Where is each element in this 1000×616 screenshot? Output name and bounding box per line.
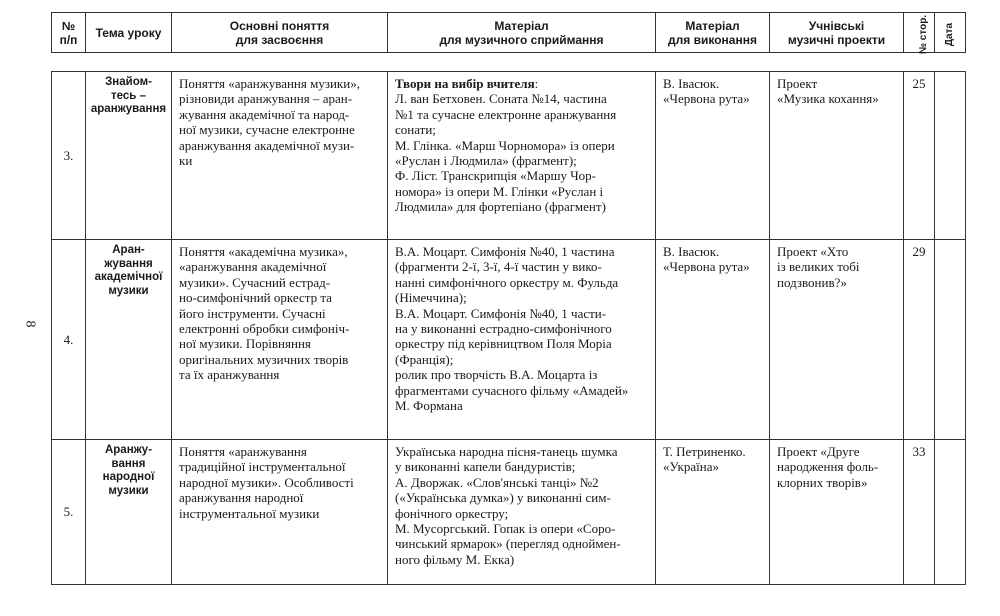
text-line: ки [179,153,193,169]
text-line: ного фільму М. Екка) [395,551,515,567]
text-line: «Червона рута» [663,91,750,107]
text-line: музики [108,284,149,297]
lesson-date[interactable] [935,440,966,585]
lesson-performance-material [656,72,770,240]
text-line: М. Мусоргський. Гопак із опери «Соро- [395,521,616,537]
text-line: нанні симфонічного оркестру м. Фульда [395,274,619,290]
text-line: В.А. Моцарт. Симфонія №40, 1 частина [395,244,615,259]
text-line: оркестру під керівництвом Поля Моріа [395,336,612,352]
text-line: тесь – [111,89,146,102]
text-line: клорних творів» [777,474,868,490]
table-row [52,240,966,440]
text-line: у виконанні капели бандуристів; [395,459,576,475]
text-line: но-симфонічний оркестр та [179,290,332,306]
text-line: Аранжу- [104,444,153,456]
lesson-listening-material [388,440,656,585]
header-date: Дата [935,13,966,53]
text-line: традиційної інструментальної [179,459,346,475]
text-line: оригінальних музичних творів [179,351,349,367]
text-line: жування академічної та народ- [179,106,350,122]
lesson-page: 33 [904,440,935,585]
text-line: «Руслан і Людмила» (фрагмент); [395,153,577,169]
header-table [51,12,966,53]
text-line: подзвонив?» [777,274,847,290]
text-line: Ф. Ліст. Транскрипція «Маршу Чор- [395,168,597,184]
text-line: народної музики». Особливості [179,474,354,490]
lesson-date[interactable] [935,240,966,440]
header-topic: Тема уроку [86,13,172,53]
header-page: № стор. [904,13,935,53]
text-line: Аран- [112,244,145,256]
text-line: («Українська думка») у виконанні сим- [395,490,611,506]
text-line: Людмила» для фортепіано (фрагмент) [395,199,606,215]
text-line: музики». Сучасний естрад- [179,274,331,290]
text-line: фрагментами сучасного фільму «Амадей» [395,382,629,398]
header-num: № п/п [52,13,86,53]
text-line: №1 та сучасне електронне аранжування [395,106,617,122]
lesson-page: 25 [904,72,935,240]
text-line: А. Дворжак. «Слов'янські танці» №2 [395,474,599,490]
text-line: Т. Петриненко. [663,444,746,459]
text-line: М. Формана [395,398,463,414]
text-line: «Україна» [663,459,719,475]
text-line: Проект [777,76,818,91]
header-concepts: Основні поняття для засвоєння [172,13,388,53]
text-line: народження фоль- [777,459,879,475]
page-number: 8 [22,320,38,328]
table-row [52,440,966,585]
lesson-number: 3. [52,72,86,240]
material-heading: Твори на вибір вчителя: [395,76,539,91]
lesson-project [770,240,904,440]
text-line: (Німеччина); [395,290,467,306]
lesson-listening-material [388,240,656,440]
lesson-performance-material [656,240,770,440]
table-row [52,72,966,240]
text-line: інструментальної музики [179,505,320,521]
text-line: на у виконанні естрадно-симфонічного [395,321,612,337]
lesson-concepts [172,72,388,240]
text-line: В.А. Моцарт. Симфонія №40, 1 части- [395,305,607,321]
text-line: «аранжування академічної [179,259,327,275]
text-line: Л. ван Бетховен. Соната №14, частина [395,91,607,107]
text-line: аранжування народної [179,490,304,506]
lesson-project [770,72,904,240]
lesson-number: 4. [52,240,86,440]
text-line: чинський ярмарок» (перегляд одноймен- [395,536,621,552]
lesson-listening-material [388,72,656,240]
lesson-date[interactable] [935,72,966,240]
header-material-listen: Матеріал для музичного сприймання [388,13,656,53]
lesson-topic [86,72,172,240]
text-line: Поняття «аранжування [179,444,307,459]
lesson-topic [86,440,172,585]
lesson-concepts [172,240,388,440]
text-line: різновиди аранжування – аран- [179,91,353,107]
text-line: фонічного оркестру; [395,505,509,521]
text-line: вання [111,457,146,470]
header-projects: Учнівські музичні проекти [770,13,904,53]
lesson-performance-material [656,440,770,585]
text-line: та їх аранжування [179,367,280,383]
text-line: (фрагменти 2-ї, 3-ї, 4-ї частин у вико- [395,259,602,275]
text-line: (Франція); [395,351,454,367]
text-line: Проект «Хто [777,244,849,259]
lesson-topic [86,240,172,440]
text-line: електронні обробки симфоніч- [179,321,350,337]
text-line: Проект «Друге [777,444,860,459]
header-material-perform: Матеріал для виконання [656,13,770,53]
text-line: народної [102,471,155,484]
text-line: ної музики, сучасне електронне [179,122,355,138]
text-line: аранжування академічної музи- [179,137,355,153]
text-line: ної музики. Порівняння [179,336,311,352]
lesson-page: 29 [904,240,935,440]
text-line: його інструменти. Сучасні [179,305,326,321]
text-line: аранжування [90,103,167,116]
text-line: «Червона рута» [663,259,750,275]
lesson-concepts [172,440,388,585]
text-line: Українська народна пісня-танець шумка [395,444,618,459]
text-line: Поняття «аранжування музики», [179,76,360,91]
text-line: Знайом- [105,76,152,88]
text-line: «Музика кохання» [777,91,879,107]
lesson-project [770,440,904,585]
text-line: Поняття «академічна музика», [179,244,348,259]
text-line: жування [104,257,153,270]
text-line: номора» із опери М. Глінки «Руслан і [395,183,604,199]
text-line: В. Івасюк. [663,244,720,259]
text-line: сонати; [395,122,436,138]
text-line: ролик про творчість В.А. Моцарта із [395,367,598,383]
lesson-number: 5. [52,440,86,585]
text-line: музики [108,484,149,497]
text-line: М. Глінка. «Марш Чорномора» із опери [395,137,615,153]
text-line: із великих тобі [777,259,860,275]
lesson-table [51,71,966,585]
text-line: В. Івасюк. [663,76,720,91]
text-line: академічної [94,271,163,284]
